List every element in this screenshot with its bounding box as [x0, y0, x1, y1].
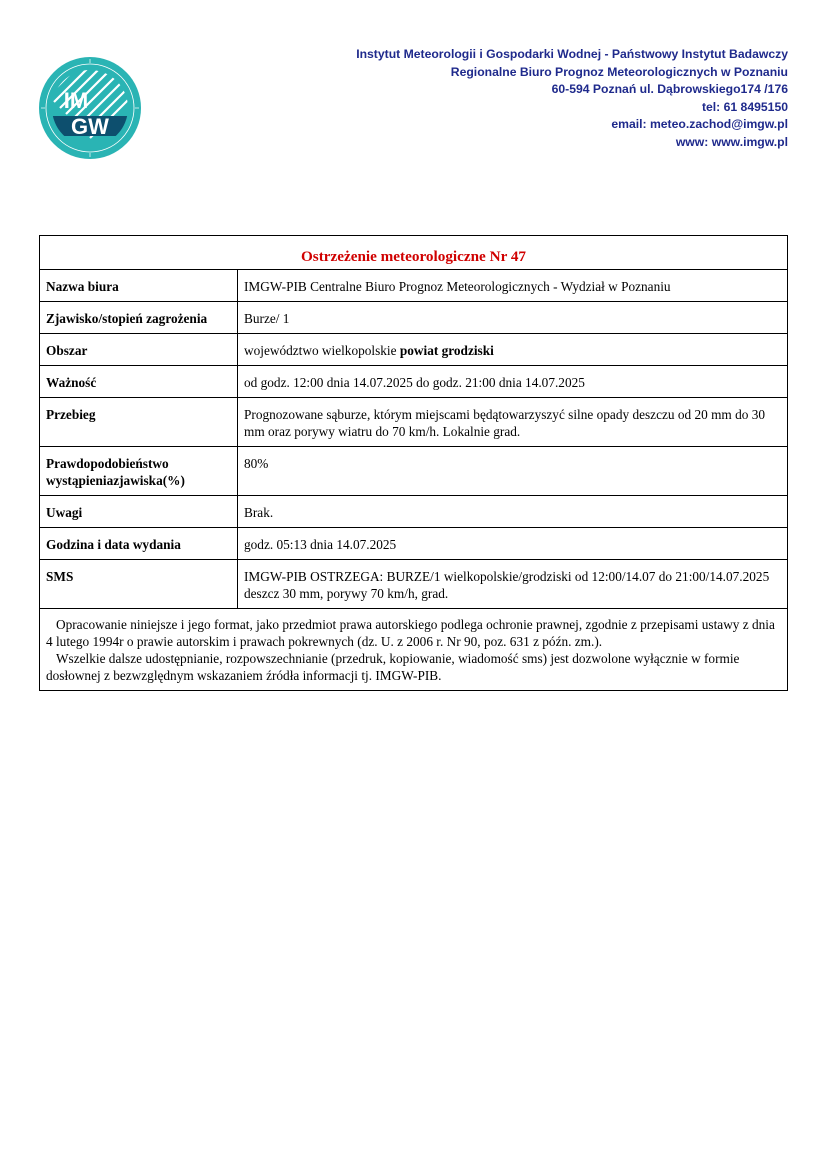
table-row — [40, 447, 788, 496]
validity-value: od godz. 12:00 dnia 14.07.2025 do godz. 21:00 dnia 14.07.2025 — [238, 366, 788, 398]
redistribution-paragraph: Wszelkie dalsze udostępnianie, rozpowszechnianie (przedruk, kopiowanie, wiadomość sms) jest dozwolone wyłącznie w formie dosłownej z bezwzględnym wskazaniem źródła informacji tj. IMGW-PIB. — [46, 651, 740, 683]
office-label: Nazwa biura — [40, 270, 238, 302]
course-label: Przebieg — [40, 398, 238, 447]
institute-header — [356, 46, 788, 152]
area-label: Obszar — [40, 334, 238, 366]
table-row — [40, 398, 788, 447]
table-row — [40, 560, 788, 609]
imgw-logo — [38, 56, 142, 160]
issued-value: godz. 05:13 dnia 14.07.2025 — [238, 528, 788, 560]
sms-label: SMS — [40, 560, 238, 609]
copyright-notice — [40, 609, 788, 691]
email-address: email: meteo.zachod@imgw.pl — [611, 117, 788, 132]
postal-address: 60-594 Poznań ul. Dąbrowskiego174 /176 — [551, 82, 788, 97]
course-value: Prognozowane sąburze, którym miejscami będątowarzyszyć silne opady deszczu od 20 mm do 30 mm oraz porywy wiatru do 70 km/h. Lokalnie grad. — [238, 398, 788, 447]
logo-text-top: IM — [63, 88, 89, 113]
table-row — [40, 496, 788, 528]
warning-title: Ostrzeżenie meteorologiczne Nr 47 — [40, 236, 788, 270]
remarks-label: Uwagi — [40, 496, 238, 528]
office-value: IMGW-PIB Centralne Biuro Prognoz Meteorologicznych - Wydział w Poznaniu — [238, 270, 788, 302]
phenomenon-value: Burze/ 1 — [238, 302, 788, 334]
probability-label: Prawdopodobieństwo wystąpieniazjawiska(%) — [40, 447, 238, 496]
probability-value: 80% — [238, 447, 788, 496]
copyright-paragraph: Opracowanie niniejsze i jego format, jako przedmiot prawa autorskiego podlega ochronie prawnej, zgodnie z przepisami ustawy z dnia 4 lutego 1994r o prawie autorskim i prawach pokrewnych (dz. U. z 2006 r. Nr 90, poz. 631 z późn. zm.). — [46, 617, 775, 649]
institute-name: Instytut Meteorologii i Gospodarki Wodnej - Państwowy Instytut Badawczy — [356, 47, 788, 61]
issued-label: Godzina i data wydania — [40, 528, 238, 560]
area-region: województwo wielkopolskie — [244, 343, 397, 358]
regional-office-name: Regionalne Biuro Prognoz Meteorologicznych w Poznaniu — [450, 64, 788, 79]
title-row — [40, 236, 788, 270]
area-value — [238, 334, 788, 366]
logo-text-bottom: GW — [71, 114, 109, 139]
validity-label: Ważność — [40, 366, 238, 398]
footer-row — [40, 609, 788, 691]
phenomenon-label: Zjawisko/stopień zagrożenia — [40, 302, 238, 334]
warning-table — [39, 235, 788, 691]
website-address: www: www.imgw.pl — [675, 134, 788, 149]
table-row — [40, 270, 788, 302]
area-district: powiat grodziski — [399, 343, 494, 358]
phone-number: tel: 61 8495150 — [701, 99, 788, 114]
sms-value: IMGW-PIB OSTRZEGA: BURZE/1 wielkopolskie/grodziski od 12:00/14.07 do 21:00/14.07.2025 deszcz 30 mm, porywy 70 km/h, grad. — [238, 560, 788, 609]
table-row — [40, 528, 788, 560]
table-row — [40, 302, 788, 334]
table-row — [40, 366, 788, 398]
table-row — [40, 334, 788, 366]
remarks-value: Brak. — [238, 496, 788, 528]
